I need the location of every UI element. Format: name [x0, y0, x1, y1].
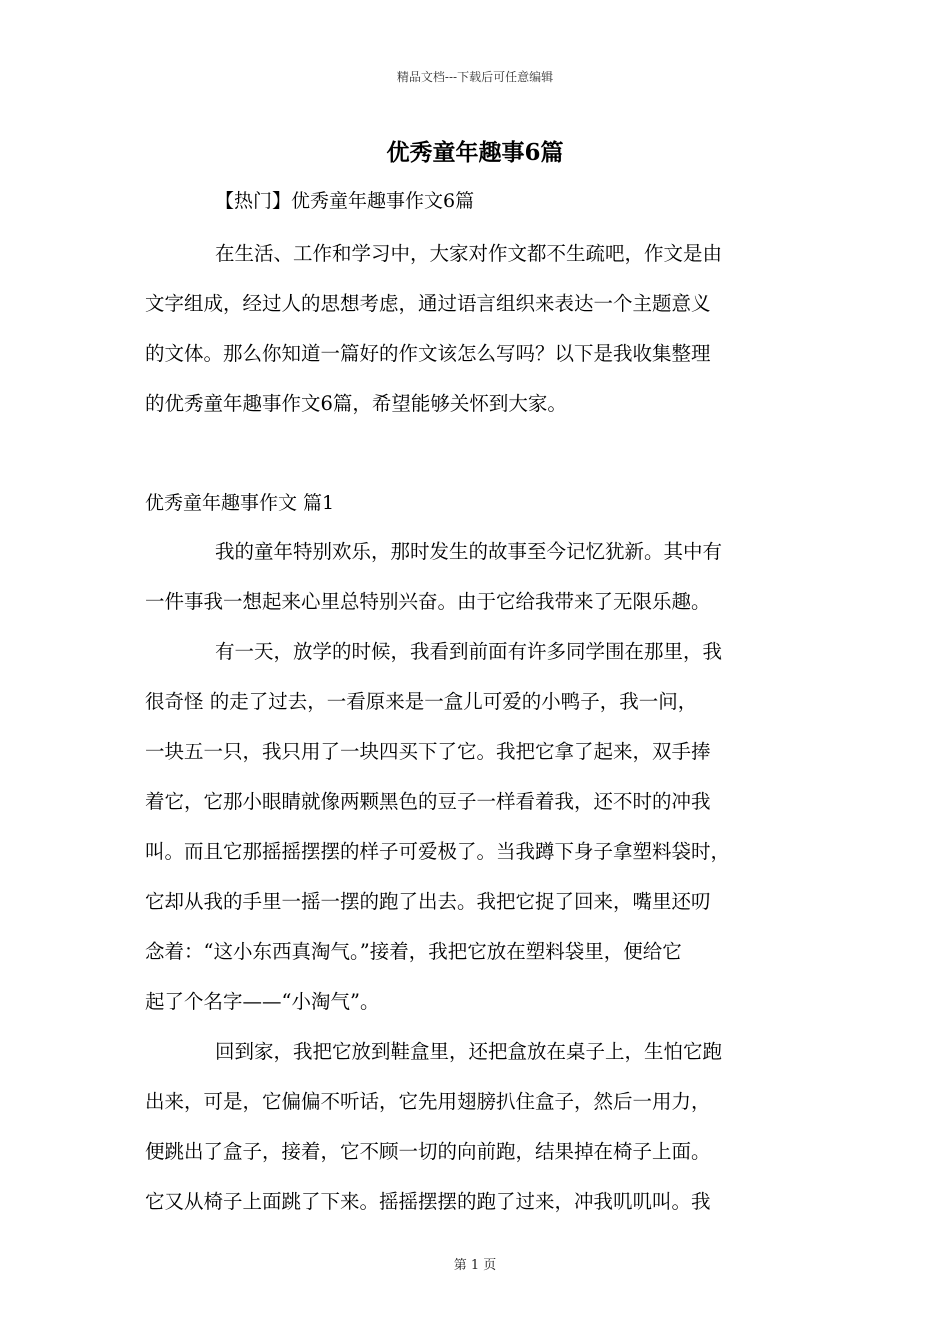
text-line: 它却从我的手里一摇一摆的跑了出去。我把它捉了回来，嘴里还叨 [145, 890, 711, 913]
text-line: 着它，它那小眼睛就像两颗黑色的豆子一样看着我，还不时的冲我 [145, 790, 711, 813]
text-line: 便跳出了盒子，接着，它不顾一切的向前跑，结果掉在椅子上面。 [145, 1140, 711, 1163]
text-line: 叫。而且它那摇摇摆摆的样子可爱极了。当我蹲下身子拿塑料袋时， [145, 840, 731, 863]
text-line: 我的童年特别欢乐，那时发生的故事至今记忆犹新。其中有 [215, 540, 723, 563]
text-line: 一块五一只，我只用了一块四买下了它。我把它拿了起来，双手捧 [145, 740, 711, 763]
page-number: 第 1 页 [453, 1258, 497, 1273]
text-line: 在生活、工作和学习中，大家对作文都不生疏吧，作文是由 [215, 242, 723, 265]
text-line: 出来，可是，它偏偏不听话，它先用翅膀扒住盒子，然后一用力， [145, 1090, 711, 1113]
page-header: 精品文档---下载后可任意编辑 [396, 70, 554, 84]
text-line: 回到家，我把它放到鞋盒里，还把盒放在桌子上，生怕它跑 [215, 1040, 723, 1063]
text-line: 的优秀童年趣事作文6篇，希望能够关怀到大家。 [145, 392, 567, 415]
document-subtitle: 【热门】优秀童年趣事作文6篇 [215, 190, 475, 212]
section-heading: 优秀童年趣事作文 篇1 [145, 492, 335, 514]
text-line: 很奇怪 的走了过去，一看原来是一盒儿可爱的小鸭子，我一问， [145, 690, 698, 713]
text-line: 有一天，放学的时候，我看到前面有许多同学围在那里，我 [215, 640, 723, 663]
text-line: 的文体。那么你知道一篇好的作文该怎么写吗？以下是我收集整理 [145, 342, 711, 365]
text-line: 起了个名字——“小淘气”。 [145, 990, 380, 1013]
text-line: 念着：“这小东西真淘气。”接着，我把它放在塑料袋里，便给它 [145, 940, 682, 963]
document-title: 优秀童年趣事6篇 [386, 139, 564, 166]
text-line: 它又从椅子上面跳了下来。摇摇摆摆的跑了过来，冲我叽叽叫。我 [145, 1190, 711, 1213]
text-line: 文字组成，经过人的思想考虑，通过语言组织来表达一个主题意义 [145, 292, 711, 315]
text-line: 一件事我一想起来心里总特别兴奋。由于它给我带来了无限乐趣。 [145, 590, 711, 613]
